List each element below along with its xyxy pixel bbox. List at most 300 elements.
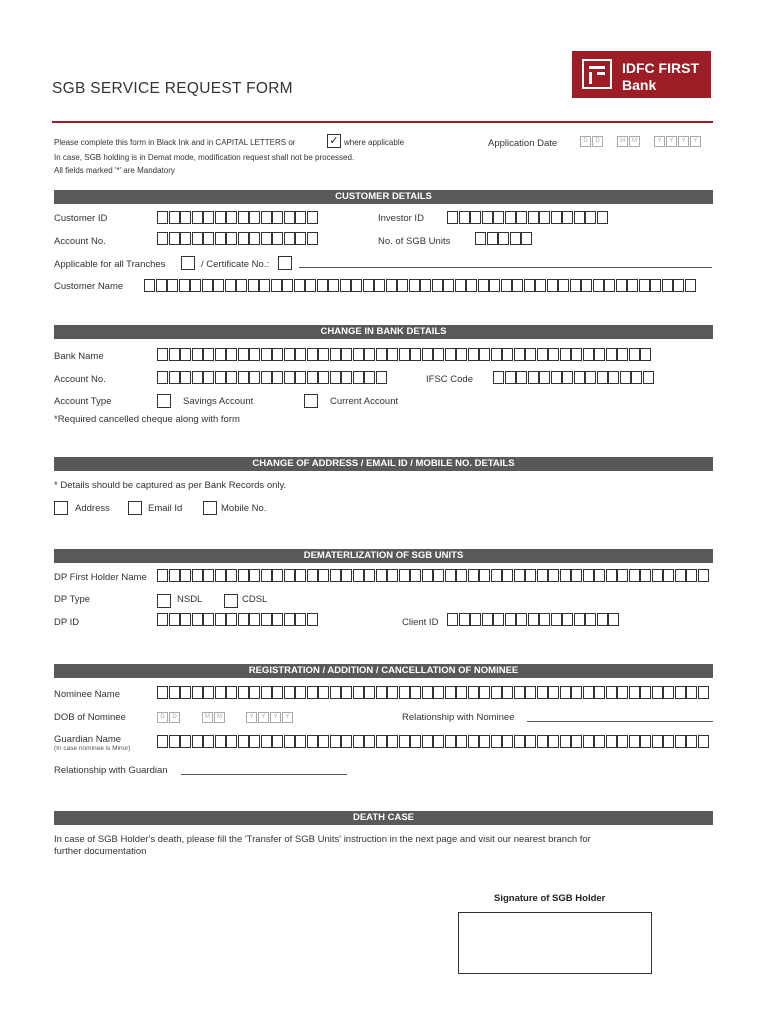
char-box[interactable] bbox=[157, 348, 168, 361]
char-box[interactable] bbox=[261, 232, 272, 245]
char-box[interactable] bbox=[514, 569, 525, 582]
char-box[interactable] bbox=[640, 735, 651, 748]
char-box[interactable] bbox=[386, 279, 397, 292]
char-box[interactable] bbox=[238, 613, 249, 626]
char-box[interactable] bbox=[685, 279, 696, 292]
char-box[interactable] bbox=[330, 371, 341, 384]
char-box[interactable] bbox=[272, 735, 283, 748]
char-box[interactable] bbox=[620, 371, 631, 384]
char-box[interactable] bbox=[456, 348, 467, 361]
char-box[interactable] bbox=[459, 211, 470, 224]
nominee-dob-year[interactable]: Y Y Y Y bbox=[246, 712, 294, 723]
char-box[interactable] bbox=[597, 613, 608, 626]
char-box[interactable] bbox=[479, 735, 490, 748]
char-box[interactable] bbox=[514, 348, 525, 361]
bank-name-field[interactable] bbox=[157, 348, 652, 361]
char-box[interactable] bbox=[261, 613, 272, 626]
char-box[interactable] bbox=[215, 686, 226, 699]
char-box[interactable] bbox=[259, 279, 270, 292]
char-box[interactable] bbox=[282, 279, 293, 292]
char-box[interactable] bbox=[629, 569, 640, 582]
char-box[interactable] bbox=[364, 569, 375, 582]
char-box[interactable] bbox=[157, 371, 168, 384]
char-box[interactable] bbox=[551, 211, 562, 224]
char-box[interactable] bbox=[650, 279, 661, 292]
char-box[interactable] bbox=[631, 371, 642, 384]
char-box[interactable] bbox=[238, 686, 249, 699]
char-box[interactable] bbox=[167, 279, 178, 292]
char-box[interactable] bbox=[433, 686, 444, 699]
char-box[interactable] bbox=[482, 211, 493, 224]
application-date-year[interactable]: Y Y Y Y bbox=[654, 136, 702, 147]
char-box[interactable] bbox=[180, 232, 191, 245]
char-box[interactable] bbox=[548, 569, 559, 582]
char-box[interactable] bbox=[341, 371, 352, 384]
char-box[interactable] bbox=[317, 279, 328, 292]
char-box[interactable] bbox=[562, 211, 573, 224]
char-box[interactable] bbox=[203, 735, 214, 748]
char-box[interactable] bbox=[295, 371, 306, 384]
char-box[interactable] bbox=[284, 569, 295, 582]
char-box[interactable] bbox=[157, 211, 168, 224]
char-box[interactable] bbox=[479, 348, 490, 361]
char-box[interactable] bbox=[516, 371, 527, 384]
char-box[interactable] bbox=[505, 613, 516, 626]
char-box[interactable] bbox=[512, 279, 523, 292]
char-box[interactable] bbox=[524, 279, 535, 292]
char-box[interactable] bbox=[226, 613, 237, 626]
char-box[interactable] bbox=[226, 569, 237, 582]
char-box[interactable] bbox=[157, 232, 168, 245]
char-box[interactable] bbox=[318, 735, 329, 748]
char-box[interactable] bbox=[169, 371, 180, 384]
char-box[interactable] bbox=[225, 279, 236, 292]
char-box[interactable] bbox=[272, 569, 283, 582]
char-box[interactable] bbox=[295, 686, 306, 699]
char-box[interactable] bbox=[491, 348, 502, 361]
char-box[interactable] bbox=[422, 348, 433, 361]
char-box[interactable] bbox=[539, 371, 550, 384]
account-no-field[interactable] bbox=[157, 232, 318, 245]
char-box[interactable] bbox=[445, 569, 456, 582]
char-box[interactable] bbox=[318, 371, 329, 384]
char-box[interactable] bbox=[493, 211, 504, 224]
char-box[interactable] bbox=[468, 735, 479, 748]
customer-name-field[interactable] bbox=[144, 279, 696, 292]
char-box[interactable] bbox=[528, 211, 539, 224]
char-box[interactable] bbox=[640, 569, 651, 582]
dp-id-field[interactable] bbox=[157, 613, 318, 626]
char-box[interactable] bbox=[249, 371, 260, 384]
char-box[interactable] bbox=[307, 686, 318, 699]
char-box[interactable] bbox=[528, 613, 539, 626]
nsdl-checkbox[interactable] bbox=[157, 594, 171, 608]
char-box[interactable] bbox=[169, 686, 180, 699]
char-box[interactable] bbox=[295, 613, 306, 626]
char-box[interactable] bbox=[675, 686, 686, 699]
char-box[interactable] bbox=[597, 211, 608, 224]
char-box[interactable] bbox=[399, 569, 410, 582]
char-box[interactable] bbox=[502, 686, 513, 699]
char-box[interactable] bbox=[272, 686, 283, 699]
char-box[interactable] bbox=[318, 348, 329, 361]
char-box[interactable] bbox=[284, 348, 295, 361]
char-box[interactable] bbox=[505, 371, 516, 384]
char-box[interactable] bbox=[537, 686, 548, 699]
char-box[interactable] bbox=[397, 279, 408, 292]
char-box[interactable] bbox=[249, 735, 260, 748]
char-box[interactable] bbox=[261, 348, 272, 361]
char-box[interactable] bbox=[180, 371, 191, 384]
nominee-relationship-line[interactable] bbox=[527, 721, 713, 722]
char-box[interactable] bbox=[157, 735, 168, 748]
char-box[interactable] bbox=[560, 686, 571, 699]
char-box[interactable] bbox=[422, 686, 433, 699]
char-box[interactable] bbox=[456, 735, 467, 748]
char-box[interactable] bbox=[192, 371, 203, 384]
ifsc-field[interactable] bbox=[493, 371, 654, 384]
char-box[interactable] bbox=[226, 232, 237, 245]
char-box[interactable] bbox=[192, 686, 203, 699]
char-box[interactable] bbox=[516, 613, 527, 626]
char-box[interactable] bbox=[236, 279, 247, 292]
char-box[interactable] bbox=[353, 348, 364, 361]
char-box[interactable] bbox=[432, 279, 443, 292]
char-box[interactable] bbox=[539, 211, 550, 224]
char-box[interactable] bbox=[643, 371, 654, 384]
char-box[interactable] bbox=[456, 686, 467, 699]
char-box[interactable] bbox=[537, 348, 548, 361]
char-box[interactable] bbox=[686, 735, 697, 748]
char-box[interactable] bbox=[491, 735, 502, 748]
char-box[interactable] bbox=[422, 569, 433, 582]
char-box[interactable] bbox=[594, 686, 605, 699]
char-box[interactable] bbox=[663, 735, 674, 748]
char-box[interactable] bbox=[203, 232, 214, 245]
char-box[interactable] bbox=[570, 279, 581, 292]
char-box[interactable] bbox=[284, 232, 295, 245]
char-box[interactable] bbox=[376, 371, 387, 384]
char-box[interactable] bbox=[215, 211, 226, 224]
char-box[interactable] bbox=[249, 348, 260, 361]
char-box[interactable] bbox=[516, 211, 527, 224]
char-box[interactable] bbox=[376, 569, 387, 582]
char-box[interactable] bbox=[537, 735, 548, 748]
char-box[interactable] bbox=[433, 348, 444, 361]
char-box[interactable] bbox=[364, 371, 375, 384]
char-box[interactable] bbox=[548, 348, 559, 361]
char-box[interactable] bbox=[447, 613, 458, 626]
char-box[interactable] bbox=[521, 232, 532, 245]
char-box[interactable] bbox=[617, 348, 628, 361]
char-box[interactable] bbox=[639, 279, 650, 292]
char-box[interactable] bbox=[629, 348, 640, 361]
char-box[interactable] bbox=[157, 613, 168, 626]
char-box[interactable] bbox=[180, 686, 191, 699]
char-box[interactable] bbox=[562, 371, 573, 384]
char-box[interactable] bbox=[399, 686, 410, 699]
char-box[interactable] bbox=[652, 569, 663, 582]
char-box[interactable] bbox=[571, 686, 582, 699]
char-box[interactable] bbox=[493, 613, 504, 626]
char-box[interactable] bbox=[179, 279, 190, 292]
char-box[interactable] bbox=[295, 211, 306, 224]
char-box[interactable] bbox=[571, 348, 582, 361]
char-box[interactable] bbox=[652, 735, 663, 748]
char-box[interactable] bbox=[466, 279, 477, 292]
char-box[interactable] bbox=[585, 371, 596, 384]
current-account-checkbox[interactable] bbox=[304, 394, 318, 408]
char-box[interactable] bbox=[192, 211, 203, 224]
char-box[interactable] bbox=[238, 232, 249, 245]
char-box[interactable] bbox=[455, 279, 466, 292]
char-box[interactable] bbox=[376, 348, 387, 361]
char-box[interactable] bbox=[226, 371, 237, 384]
char-box[interactable] bbox=[203, 371, 214, 384]
char-box[interactable] bbox=[353, 371, 364, 384]
char-box[interactable] bbox=[537, 569, 548, 582]
char-box[interactable] bbox=[479, 686, 490, 699]
char-box[interactable] bbox=[470, 211, 481, 224]
char-box[interactable] bbox=[420, 279, 431, 292]
char-box[interactable] bbox=[307, 232, 318, 245]
char-box[interactable] bbox=[203, 211, 214, 224]
char-box[interactable] bbox=[284, 613, 295, 626]
char-box[interactable] bbox=[606, 686, 617, 699]
char-box[interactable] bbox=[341, 569, 352, 582]
char-box[interactable] bbox=[698, 735, 709, 748]
char-box[interactable] bbox=[583, 686, 594, 699]
char-box[interactable] bbox=[307, 613, 318, 626]
char-box[interactable] bbox=[493, 371, 504, 384]
char-box[interactable] bbox=[459, 613, 470, 626]
char-box[interactable] bbox=[387, 569, 398, 582]
certificate-line[interactable] bbox=[299, 267, 712, 268]
char-box[interactable] bbox=[307, 211, 318, 224]
char-box[interactable] bbox=[374, 279, 385, 292]
char-box[interactable] bbox=[539, 613, 550, 626]
char-box[interactable] bbox=[662, 279, 673, 292]
char-box[interactable] bbox=[364, 348, 375, 361]
char-box[interactable] bbox=[673, 279, 684, 292]
char-box[interactable] bbox=[318, 569, 329, 582]
dp-holder-name-field[interactable] bbox=[157, 569, 709, 582]
char-box[interactable] bbox=[272, 348, 283, 361]
investor-id-field[interactable] bbox=[447, 211, 608, 224]
char-box[interactable] bbox=[617, 735, 628, 748]
char-box[interactable] bbox=[548, 686, 559, 699]
address-checkbox[interactable] bbox=[54, 501, 68, 515]
char-box[interactable] bbox=[663, 569, 674, 582]
char-box[interactable] bbox=[594, 735, 605, 748]
char-box[interactable] bbox=[560, 735, 571, 748]
char-box[interactable] bbox=[192, 613, 203, 626]
char-box[interactable] bbox=[169, 211, 180, 224]
char-box[interactable] bbox=[169, 613, 180, 626]
char-box[interactable] bbox=[616, 279, 627, 292]
char-box[interactable] bbox=[445, 735, 456, 748]
char-box[interactable] bbox=[156, 279, 167, 292]
char-box[interactable] bbox=[364, 686, 375, 699]
char-box[interactable] bbox=[248, 279, 259, 292]
char-box[interactable] bbox=[525, 735, 536, 748]
char-box[interactable] bbox=[307, 348, 318, 361]
char-box[interactable] bbox=[238, 371, 249, 384]
char-box[interactable] bbox=[583, 569, 594, 582]
char-box[interactable] bbox=[456, 569, 467, 582]
char-box[interactable] bbox=[468, 686, 479, 699]
char-box[interactable] bbox=[249, 613, 260, 626]
savings-account-checkbox[interactable] bbox=[157, 394, 171, 408]
char-box[interactable] bbox=[295, 735, 306, 748]
char-box[interactable] bbox=[284, 735, 295, 748]
char-box[interactable] bbox=[157, 569, 168, 582]
char-box[interactable] bbox=[215, 613, 226, 626]
char-box[interactable] bbox=[284, 371, 295, 384]
char-box[interactable] bbox=[433, 569, 444, 582]
char-box[interactable] bbox=[169, 569, 180, 582]
char-box[interactable] bbox=[226, 735, 237, 748]
char-box[interactable] bbox=[409, 279, 420, 292]
char-box[interactable] bbox=[215, 371, 226, 384]
char-box[interactable] bbox=[192, 232, 203, 245]
guardian-name-field[interactable] bbox=[157, 735, 709, 748]
char-box[interactable] bbox=[629, 686, 640, 699]
char-box[interactable] bbox=[528, 371, 539, 384]
char-box[interactable] bbox=[341, 348, 352, 361]
char-box[interactable] bbox=[571, 735, 582, 748]
char-box[interactable] bbox=[562, 613, 573, 626]
char-box[interactable] bbox=[502, 569, 513, 582]
char-box[interactable] bbox=[433, 735, 444, 748]
char-box[interactable] bbox=[226, 686, 237, 699]
char-box[interactable] bbox=[525, 686, 536, 699]
char-box[interactable] bbox=[514, 735, 525, 748]
char-box[interactable] bbox=[551, 613, 562, 626]
char-box[interactable] bbox=[330, 569, 341, 582]
char-box[interactable] bbox=[502, 735, 513, 748]
char-box[interactable] bbox=[353, 569, 364, 582]
char-box[interactable] bbox=[261, 569, 272, 582]
char-box[interactable] bbox=[629, 735, 640, 748]
bank-account-no-field[interactable] bbox=[157, 371, 387, 384]
char-box[interactable] bbox=[604, 279, 615, 292]
char-box[interactable] bbox=[180, 348, 191, 361]
char-box[interactable] bbox=[190, 279, 201, 292]
char-box[interactable] bbox=[594, 348, 605, 361]
char-box[interactable] bbox=[249, 232, 260, 245]
char-box[interactable] bbox=[501, 279, 512, 292]
guardian-relationship-line[interactable] bbox=[181, 774, 347, 775]
char-box[interactable] bbox=[410, 569, 421, 582]
char-box[interactable] bbox=[617, 686, 628, 699]
char-box[interactable] bbox=[597, 371, 608, 384]
char-box[interactable] bbox=[482, 613, 493, 626]
char-box[interactable] bbox=[169, 232, 180, 245]
char-box[interactable] bbox=[353, 735, 364, 748]
char-box[interactable] bbox=[447, 211, 458, 224]
char-box[interactable] bbox=[581, 279, 592, 292]
char-box[interactable] bbox=[387, 686, 398, 699]
char-box[interactable] bbox=[330, 348, 341, 361]
char-box[interactable] bbox=[698, 569, 709, 582]
char-box[interactable] bbox=[364, 735, 375, 748]
char-box[interactable] bbox=[608, 371, 619, 384]
char-box[interactable] bbox=[330, 735, 341, 748]
char-box[interactable] bbox=[144, 279, 155, 292]
char-box[interactable] bbox=[571, 569, 582, 582]
char-box[interactable] bbox=[606, 569, 617, 582]
char-box[interactable] bbox=[387, 348, 398, 361]
char-box[interactable] bbox=[663, 686, 674, 699]
char-box[interactable] bbox=[593, 279, 604, 292]
char-box[interactable] bbox=[608, 613, 619, 626]
char-box[interactable] bbox=[202, 279, 213, 292]
char-box[interactable] bbox=[261, 735, 272, 748]
char-box[interactable] bbox=[238, 569, 249, 582]
char-box[interactable] bbox=[547, 279, 558, 292]
char-box[interactable] bbox=[514, 686, 525, 699]
char-box[interactable] bbox=[295, 348, 306, 361]
char-box[interactable] bbox=[180, 569, 191, 582]
char-box[interactable] bbox=[305, 279, 316, 292]
char-box[interactable] bbox=[261, 371, 272, 384]
char-box[interactable] bbox=[307, 371, 318, 384]
char-box[interactable] bbox=[558, 279, 569, 292]
char-box[interactable] bbox=[203, 686, 214, 699]
char-box[interactable] bbox=[261, 211, 272, 224]
char-box[interactable] bbox=[551, 371, 562, 384]
char-box[interactable] bbox=[363, 279, 374, 292]
char-box[interactable] bbox=[192, 569, 203, 582]
application-date-month[interactable]: M M bbox=[617, 136, 641, 147]
nominee-name-field[interactable] bbox=[157, 686, 709, 699]
char-box[interactable] bbox=[510, 232, 521, 245]
char-box[interactable] bbox=[445, 348, 456, 361]
char-box[interactable] bbox=[491, 569, 502, 582]
certificate-checkbox[interactable] bbox=[278, 256, 292, 270]
char-box[interactable] bbox=[491, 686, 502, 699]
char-box[interactable] bbox=[627, 279, 638, 292]
char-box[interactable] bbox=[169, 348, 180, 361]
char-box[interactable] bbox=[583, 735, 594, 748]
char-box[interactable] bbox=[284, 211, 295, 224]
char-box[interactable] bbox=[215, 232, 226, 245]
char-box[interactable] bbox=[675, 735, 686, 748]
char-box[interactable] bbox=[525, 569, 536, 582]
char-box[interactable] bbox=[353, 686, 364, 699]
email-checkbox[interactable] bbox=[128, 501, 142, 515]
char-box[interactable] bbox=[295, 569, 306, 582]
char-box[interactable] bbox=[574, 371, 585, 384]
char-box[interactable] bbox=[180, 613, 191, 626]
char-box[interactable] bbox=[525, 348, 536, 361]
char-box[interactable] bbox=[272, 232, 283, 245]
char-box[interactable] bbox=[560, 348, 571, 361]
char-box[interactable] bbox=[272, 613, 283, 626]
char-box[interactable] bbox=[213, 279, 224, 292]
char-box[interactable] bbox=[215, 569, 226, 582]
char-box[interactable] bbox=[318, 686, 329, 699]
char-box[interactable] bbox=[487, 232, 498, 245]
char-box[interactable] bbox=[535, 279, 546, 292]
mobile-checkbox[interactable] bbox=[203, 501, 217, 515]
char-box[interactable] bbox=[272, 211, 283, 224]
char-box[interactable] bbox=[686, 569, 697, 582]
char-box[interactable] bbox=[226, 348, 237, 361]
char-box[interactable] bbox=[157, 686, 168, 699]
sgb-units-field[interactable] bbox=[475, 232, 533, 245]
